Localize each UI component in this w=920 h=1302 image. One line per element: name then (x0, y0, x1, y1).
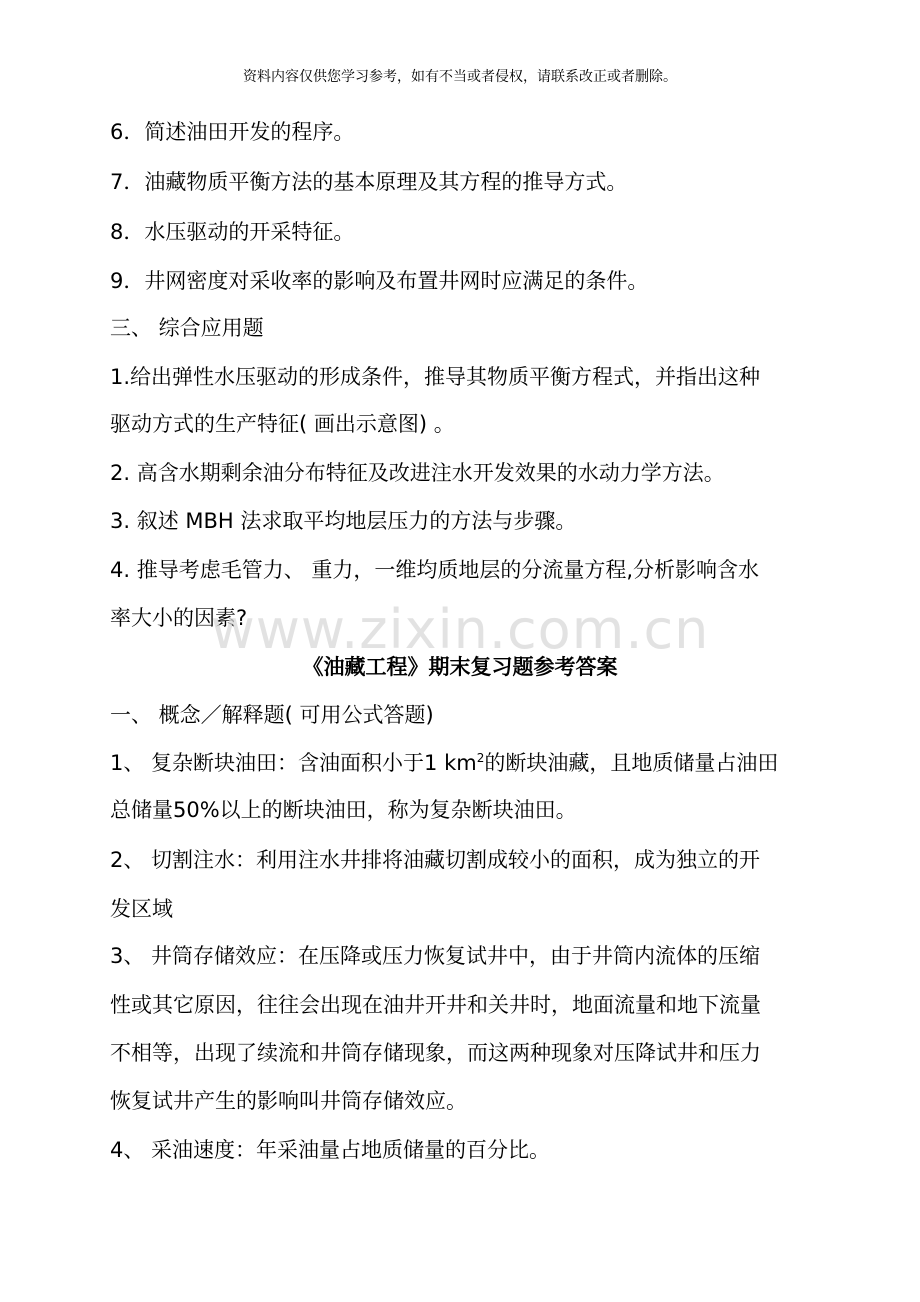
section-heading: 一、 概念／解释题( 可用公式答题) (110, 703, 434, 727)
text-line: 驱动方式的生产特征( 画出示意图) 。 (110, 412, 455, 436)
text-line: 总储量50%以上的断块油田，称为复杂断块油田。 (110, 798, 577, 822)
text-line: 性或其它原因，往往会出现在油井开井和关井时，地面流量和地下流量 (110, 993, 761, 1017)
text-line: 1.给出弹性水压驱动的形成条件，推导其物质平衡方程式，并指出这种 (110, 365, 761, 389)
text-line: 8．水压驱动的开采特征。 (110, 220, 355, 244)
header-disclaimer: 资料内容仅供您学习参考，如有不当或者侵权，请联系改正或者删除。 (243, 69, 677, 85)
text-line: 7．油藏物质平衡方法的基本原理及其方程的推导方式。 (110, 170, 628, 194)
text-line: 6．简述油田开发的程序。 (110, 120, 355, 144)
text-line: 3. 叙述 MBH 法求取平均地层压力的方法与步骤。 (110, 509, 577, 533)
text-line: 4. 推导考虑毛管力、 重力，一维均质地层的分流量方程,分析影响含水 (110, 558, 760, 582)
section-heading: 三、 综合应用题 (110, 316, 264, 340)
page-title: 《油藏工程》期末复习题参考答案 (302, 655, 618, 679)
text-line: 3、 井筒存储效应：在压降或压力恢复试井中，由于井筒内流体的压缩 (110, 944, 761, 968)
text-line: 不相等，出现了续流和井筒存储现象，而这两种现象对压降试井和压力 (110, 1041, 761, 1065)
text-line: 9．井网密度对采收率的影响及布置井网时应满足的条件。 (110, 269, 649, 293)
text-line: 率大小的因素? (110, 606, 248, 630)
text-line: 发区域 (110, 897, 173, 921)
text-line: 2、 切割注水：利用注水井排将油藏切割成较小的面积，成为独立的开 (110, 848, 761, 872)
text-line: 恢复试井产生的影响叫井筒存储效应。 (110, 1089, 467, 1113)
text-segment: 1、 复杂断块油田：含油面积小于1 km (110, 751, 477, 775)
superscript: 2 (476, 751, 485, 765)
text-line: 2. 高含水期剩余油分布特征及改进注水开发效果的水动力学方法。 (110, 461, 725, 485)
text-line: 4、 采油速度：年采油量占地质储量的百分比。 (110, 1138, 551, 1162)
text-segment: 的断块油藏，且地质储量占油田 (484, 751, 779, 775)
watermark: www.zixin.com.cn (210, 598, 710, 661)
text-line (110, 749, 778, 777)
